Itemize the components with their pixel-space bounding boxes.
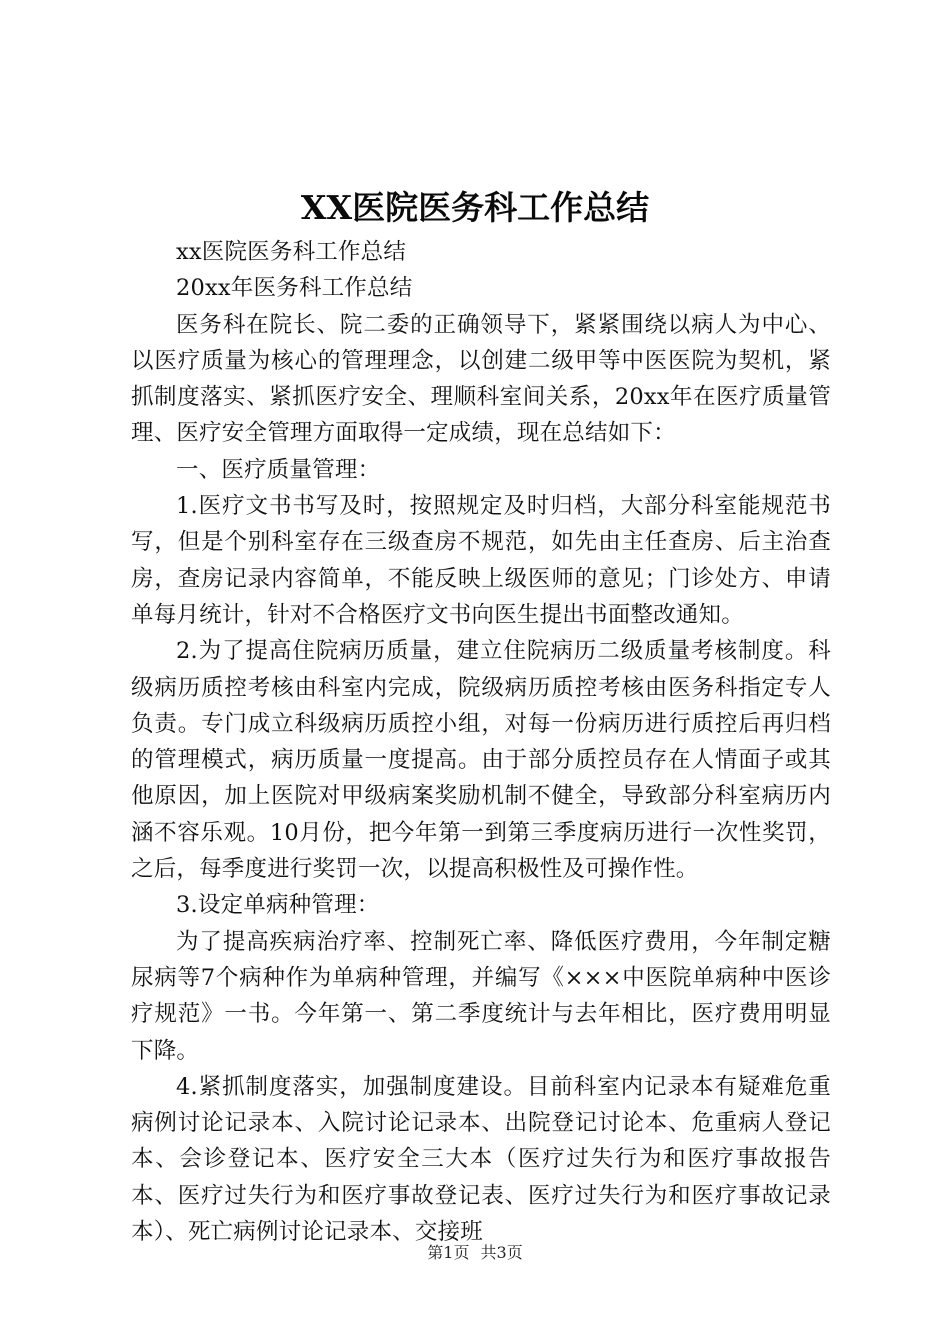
paragraph-year-heading: 20xx年医务科工作总结: [176, 275, 413, 302]
paragraph-subtitle: xx医院医务科工作总结: [176, 239, 407, 265]
paragraph-intro: 医务科在院长、院二委的正确领导下，紧紧围绕以病人为中心、以医疗质量为核心的管理理念，以创建二级甲等中医医院为契机，紧抓制度落实、紧抓医疗安全、理顺科室间关系，20xx年在医疗质量管理、医疗安全管理方面取得一定成绩，现在总结如下：: [131, 311, 831, 447]
document-body: [131, 234, 831, 1250]
paragraph-item-1: 1.医疗文书书写及时，按照规定及时归档，大部分科室能规范书写，但是个别科室存在三级查房不规范，如先由主任查房、后主治查房，查房记录内容简单，不能反映上级医师的意见；门诊处方、申请单每月统计，针对不合格医疗文书向医生提出书面整改通知。: [131, 493, 831, 628]
document-title: XX医院医务科工作总结: [300, 188, 650, 227]
page-total: 共3页: [480, 1243, 523, 1262]
page-number: 第1页: [427, 1243, 470, 1262]
paragraph-item-4: 4.紧抓制度落实，加强制度建设。目前科室内记录本有疑难危重病例讨论记录本、入院讨论记录本、出院登记讨论本、危重病人登记本、会诊登记本、医疗安全三大本（医疗过失行为和医疗事故报告本、医疗过失行为和医疗事故登记表、医疗过失行为和医疗事故记录本）、死亡病例讨论记录本、交接班: [131, 1073, 831, 1246]
paragraph-item-3-body: 为了提高疾病治疗率、控制死亡率、降低医疗费用，今年制定糖尿病等7个病种作为单病种管理，并编写《×××中医院单病种中医诊疗规范》一书。今年第一、第二季度统计与去年相比，医疗费用明显下降。: [131, 928, 831, 1064]
page-footer: [0, 1242, 950, 1264]
paragraph-item-2: 2.为了提高住院病历质量，建立住院病历二级质量考核制度。科级病历质控考核由科室内完成，院级病历质控考核由医务科指定专人负责。专门成立科级病历质控小组，对每一份病历进行质控后再归档的管理模式，病历质量一度提高。由于部分质控员存在人情面子或其他原因，加上医院对甲级病案奖励机制不健全，导致部分科室病历内涵不容乐观。10月份，把今年第一到第三季度病历进行一次性奖罚，之后，每季度进行奖罚一次，以提高积极性及可操作性。: [131, 638, 831, 883]
paragraph-item-3-heading: 3.设定单病种管理：: [176, 892, 380, 919]
section-heading-quality: 一、医疗质量管理：: [176, 456, 381, 483]
